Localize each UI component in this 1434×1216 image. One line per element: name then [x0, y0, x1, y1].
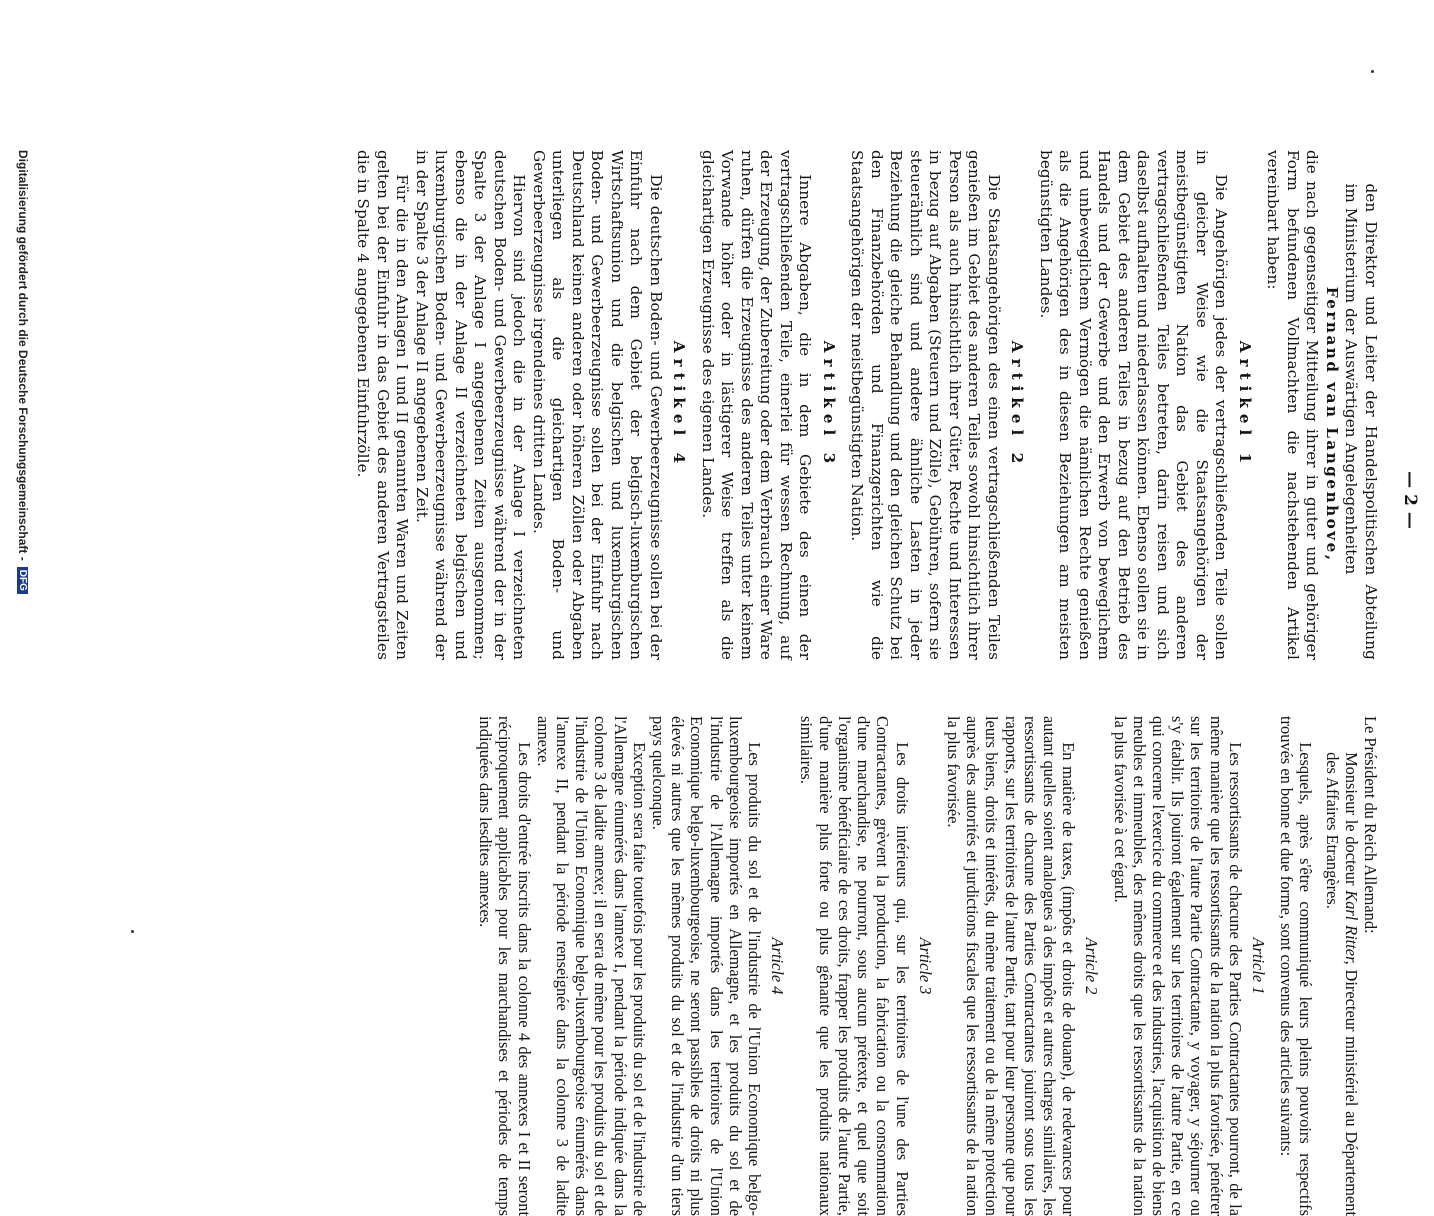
french-column	[476, 716, 1380, 1216]
french-article-3-heading: Article 3	[915, 937, 935, 995]
french-delegate-line: Monsieur le docteur Karl Ritter, Directeur ministériel au Département des Affaires Etrangères.	[1322, 752, 1361, 1216]
page-number: — 2 —	[1400, 471, 1420, 529]
french-article-4-para-1: Les produits du sol et de l'industrie de l'Union Economique belgo-luxembourgeoise importés en Allemagne, et les produits du sol et de l'industrie de l'Allemagne importés dans les territoires de l'Union Economique belgo-luxembourgeoise, ne seront passibles de droits ni plus élevés ni autres que les mêmes produits du sol et de l'industrie d'un tiers pays quelconque.	[649, 716, 765, 1216]
german-intro: den Direktor und Leiter der Handelspolitischen Abteilung im Ministerium der Auswärtigen Angelegenheiten	[1342, 183, 1380, 660]
german-article-3-heading: Artikel 3	[820, 340, 838, 470]
french-article-2-text: En matière de taxes, (impôts et droits de douane), de redevances pour autant quelles soient analogues à des impôts et autres charges similaires, les ressortissants de chacune des Parties Contractantes jouiront sous tous les rapports, sur les territoires de l'autre Partie, tant pour leur personne que pour leurs biens, droits et intérêts, du même traitement ou de la même protection auprès des autorités et jurdictions fiscales que les ressortissants de la nation la plus favorisée.	[943, 716, 1079, 1216]
french-article-3-text: Les droits intérieurs qui, sur les territoires de l'une des Parties Contractantes, grèvent la production, la fabrication ou la consommation d'une marchandise, ne pourront, sous aucun prétexte, et quel que soit l'organisme bénéficiaire de ces droits, frapper les produits de l'autre Partie, d'une manière plus forte ou plus gênante que les produits nationaux similaires.	[796, 716, 912, 1216]
german-article-2-heading: Artikel 2	[1008, 340, 1027, 470]
german-delegate-name: Fernand van Langenhove,	[1323, 286, 1341, 563]
german-column	[353, 150, 1380, 660]
german-article-4-para-1: Die deutschen Boden- und Gewerbeerzeugnisse sollen bei der Einfuhr nach dem Gebiet der belgisch-luxemburgischen Wirtschaftsunion und die belgischen und luxemburgischen Boden- und Gewerbeerzeugnisse sollen bei der Einfuhr nach Deutschland keinen anderen oder höheren Zöllen oder Abgaben unterliegen als die gleichartigen Boden- und Gewerbeerzeugnisse irgendeines dritten Landes.	[530, 150, 665, 660]
french-president-line: Le Président du Reich Allemand:	[1361, 716, 1380, 934]
french-article-2-heading: Article 2	[1082, 937, 1102, 995]
german-intro-text: die nach gegenseitiger Mitteilung ihrer in guter und gehöriger Form befundenen Vollmachten die nachstehenden Artikel vereinbart haben:	[1264, 150, 1322, 660]
french-article-4-para-2: Exception sera faite toutefois pour les produits du sol et de l'industrie de l'Allemagne énumérés dans l'annexe I, pendant la période indiquée dans la colonne 3 de ladite annexe; il en sera de même pour les produits du sol et de l'industrie de l'Union Economique belgo-luxembourgeoise énumérés dans l'annexe II, pendant la période renseignée dans la colonne 3 de ladite annexe.	[533, 716, 649, 1216]
dfg-logo: DFG	[17, 567, 28, 594]
german-article-2-text: Die Staatsangehörigen des einen vertragschließenden Teiles genießen im Gebiet des anderen Teiles sowohl hinsichtlich ihrer Person als auch hinsichtlich ihrer Güter, Rechte und Interessen in bezug auf Abgaben (Steuern und Zölle), Gebühren, sofern sie steuerähnlich sind und andere ähnliche Lasten in jeder Beziehung die gleiche Behandlung und den gleichen Schutz bei den Finanzbehörden und Finanzgerichten wie die Staatsangehörigen der meistbegünstigten Nation.	[848, 150, 1003, 660]
digitization-note-text: Digitalisierung gefördert durch die Deutsche Forschungsgemeinschaft -	[16, 150, 30, 561]
digitization-note	[16, 150, 30, 1000]
french-article-1-text: Les ressortissants de chacune des Parties Contractantes pourront, de la même manière que les ressortissants de la nation la plus favorisée, pénétrer sur les territoires de l'autre Partie Contractante, y voyager, y séjourner ou s'y établir. Ils jouiront également sur les territoires de l'autre Partie, en ce qui concerne l'exercice du commerce et des industries, l'acquisition de biens meubles et immeubles, des mêmes droits que les ressortissants de la nation la plus favorisée à cet égard.	[1110, 716, 1245, 1216]
french-article-1-heading: Article 1	[1248, 937, 1268, 995]
french-article-4-heading: Article 4	[768, 937, 788, 995]
speck	[131, 930, 134, 933]
german-article-4-heading: Artikel 4	[670, 340, 689, 470]
german-article-4-para-2: Hiervon sind jedoch die in der Anlage I verzeichneten deutschen Boden- und Gewerbeerzeugnisse während der in der Spalte 3 der Anlage I angegebenen Zeiten ausgenommen; ebenso die in der Anlage II verzeichneten belgischen und luxemburgischen Boden- und Gewerbeerzeugnisse während der in der Spalte 3 der Anlage II angegebenen Zeit.	[413, 150, 529, 660]
german-article-4-para-3: Für die in den Anlagen I und II genannten Waren und Zeiten gelten bei der Einfuhr in das Gebiet des anderen Vertragsteiles die in Spalte 4 angegebenen Einfuhrzölle.	[354, 150, 412, 660]
french-intro-text: Lesquels, après s'être communiqué leurs pleins pouvoirs respectifs trouvés en bonne et due forme, sont convenus des articles suivants:	[1277, 716, 1316, 1216]
french-article-4-para-3: Les droits d'entrée inscrits dans la colonne 4 des annexes I et II seront réciproquement applicables pour les marchandises et périodes de temps indiquées dans lesdites annexes.	[476, 716, 534, 1216]
german-article-1-heading: Artikel 1	[1236, 340, 1254, 470]
german-article-3-text: Innere Abgaben, die in dem Gebiete des einen der vertragschließenden Teile, einerlei für wessen Rechnung, auf der Erzeugung, der Zubereitung oder dem Verbrauch einer Ware ruhen, dürfen die Erzeugnisse des anderen Teiles unter keinem Vorwande höher oder in lästigerer Weise treffen als die gleichartigen Erzeugnisse des eigenen Landes.	[699, 150, 815, 660]
german-article-1-text: Die Angehörigen jedes der vertragschließenden Teile sollen in gleicher Weise wie die Staatsangehörigen der meistbegünstigten Nation das Gebiet des anderen vertragschließenden Teiles betreten, darin reisen und sich daselbst aufhalten und niederlassen können. Ebenso sollen sie in dem Gebiet des anderen Teiles in bezug auf den Betrieb des Handels und der Gewerbe und den Erwerb von beweglichem und unbeweglichem Vermögen die nämlichen Rechte genießen als die Angehörigen des in diesen Beziehungen am meisten begünstigten Landes.	[1037, 150, 1231, 660]
speck	[1371, 70, 1374, 73]
